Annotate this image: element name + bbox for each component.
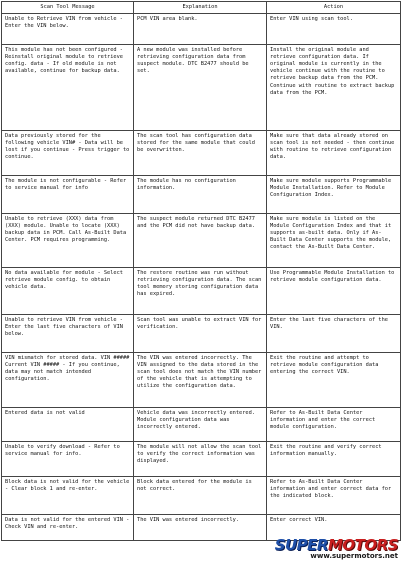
explanation-cell: The module has no configuration information. xyxy=(134,176,267,214)
explanation-cell: A new module was installed before retrieving configuration data from suspect module. DTC B2477 should be set. xyxy=(134,45,267,131)
table-row xyxy=(2,176,401,214)
action-cell: Exit the routine and attempt to retrieve module configuration data entering the correct VIN. xyxy=(267,353,401,408)
document-page xyxy=(1,1,400,563)
explanation-cell: The module will not allow the scan tool to verify the correct information was displayed. xyxy=(134,442,267,477)
watermark-logo-motors: MOTORS xyxy=(327,536,398,554)
action-cell: Enter correct VIN. xyxy=(267,515,401,541)
message-cell: VIN mismatch for stored data. VIN ##### Current VIN ##### - If you continue, data may not match intended configuration. xyxy=(2,353,134,408)
message-cell: Unable to retrieve VIN from vehicle - Enter the last five characters of VIN below. xyxy=(2,315,134,353)
explanation-cell: Vehicle data was incorrectly entered. Module configuration data was incorrectly entered. xyxy=(134,408,267,442)
message-cell: This module has not been configured - Reinstall original module to retrieve config. data - If old module is not available, continue for backup data. xyxy=(2,45,134,131)
explanation-cell: The VIN was entered incorrectly. xyxy=(134,515,267,541)
watermark-url: www.supermotors.net xyxy=(310,552,398,560)
message-cell: Unable to retrieve (XXX) data from (XXX) module. Unable to locate (XXX) backup data in PCM. Call As-Built Data Center. PCM requires programming. xyxy=(2,214,134,268)
message-cell: Block data is not valid for the vehicle - Clear block 1 and re-enter. xyxy=(2,477,134,515)
message-cell: The module is not configurable - Refer to service manual for info xyxy=(2,176,134,214)
watermark-logo xyxy=(220,537,398,553)
watermark-logo-super: SUPER xyxy=(274,536,328,554)
header-scan-tool-message: Scan Tool Message xyxy=(2,2,134,14)
explanation-cell: Block data entered for the module is not correct. xyxy=(134,477,267,515)
table-row xyxy=(2,131,401,176)
action-cell: Refer to As-Built Data Center information and enter correct data for the indicated block. xyxy=(267,477,401,515)
message-cell: Data is not valid for the entered VIN - Check VIN and re-enter. xyxy=(2,515,134,541)
explanation-cell: Scan tool was unable to extract VIN for verification. xyxy=(134,315,267,353)
table-row xyxy=(2,14,401,45)
table-row xyxy=(2,315,401,353)
message-cell: Unable to verify download - Refer to service manual for info. xyxy=(2,442,134,477)
explanation-cell: The VIN was entered incorrectly. The VIN assigned to the data stored in the scan tool does not match the VIN number of the vehicle that is attempting to utilize the configuration data. xyxy=(134,353,267,408)
table-row xyxy=(2,442,401,477)
table-row xyxy=(2,353,401,408)
action-cell: Make sure module is listed on the Module Configuration Index and that it supports as-built data. Only if As-Built Data Center supports the module, contact the As-Built Data Center. xyxy=(267,214,401,268)
message-cell: Data previously stored for the following vehicle VIN# - Data will be lost if you continue - Press trigger to continue. xyxy=(2,131,134,176)
explanation-cell: The scan tool has configuration data stored for the same module that could be overwritten. xyxy=(134,131,267,176)
action-cell: Enter the last five characters of the VIN. xyxy=(267,315,401,353)
action-cell: Enter VIN using scan tool. xyxy=(267,14,401,45)
table-row xyxy=(2,268,401,315)
table-row xyxy=(2,45,401,131)
header-explanation: Explanation xyxy=(134,2,267,14)
action-cell: Make sure that data already stored on scan tool is not needed - then continue with routine to retrieve configuration data. xyxy=(267,131,401,176)
watermark xyxy=(220,537,398,561)
table-row xyxy=(2,477,401,515)
message-cell: Entered data is not valid xyxy=(2,408,134,442)
explanation-cell: The restore routine was run without retrieving configuration data. The scan tool memory storing configuration data has expired. xyxy=(134,268,267,315)
explanation-cell: PCM VIN area blank. xyxy=(134,14,267,45)
message-cell: Unable to Retrieve VIN from vehicle - Enter the VIN below. xyxy=(2,14,134,45)
action-cell: Use Programmable Module Installation to retrieve module configuration data. xyxy=(267,268,401,315)
action-cell: Exit the routine and verify correct information manually. xyxy=(267,442,401,477)
table-row xyxy=(2,408,401,442)
explanation-cell: The suspect module returned DTC B2477 and the PCM did not have backup data. xyxy=(134,214,267,268)
action-cell: Refer to As-Built Data Center information and enter the correct module configuration. xyxy=(267,408,401,442)
action-cell: Make sure module supports Programmable Module Installation. Refer to Module Configuration Index. xyxy=(267,176,401,214)
header-action: Action xyxy=(267,2,401,14)
action-cell: Install the original module and retrieve configuration data. If original module is currently in the vehicle continue with the routine to retrieve backup data from the PCM. Continue with routine to extract backup data from the PCM. xyxy=(267,45,401,131)
scan-tool-message-table xyxy=(1,1,401,541)
table-header-row xyxy=(2,2,401,14)
message-cell: No data available for module - Select retrieve module config. to obtain vehicle data. xyxy=(2,268,134,315)
table-row xyxy=(2,214,401,268)
